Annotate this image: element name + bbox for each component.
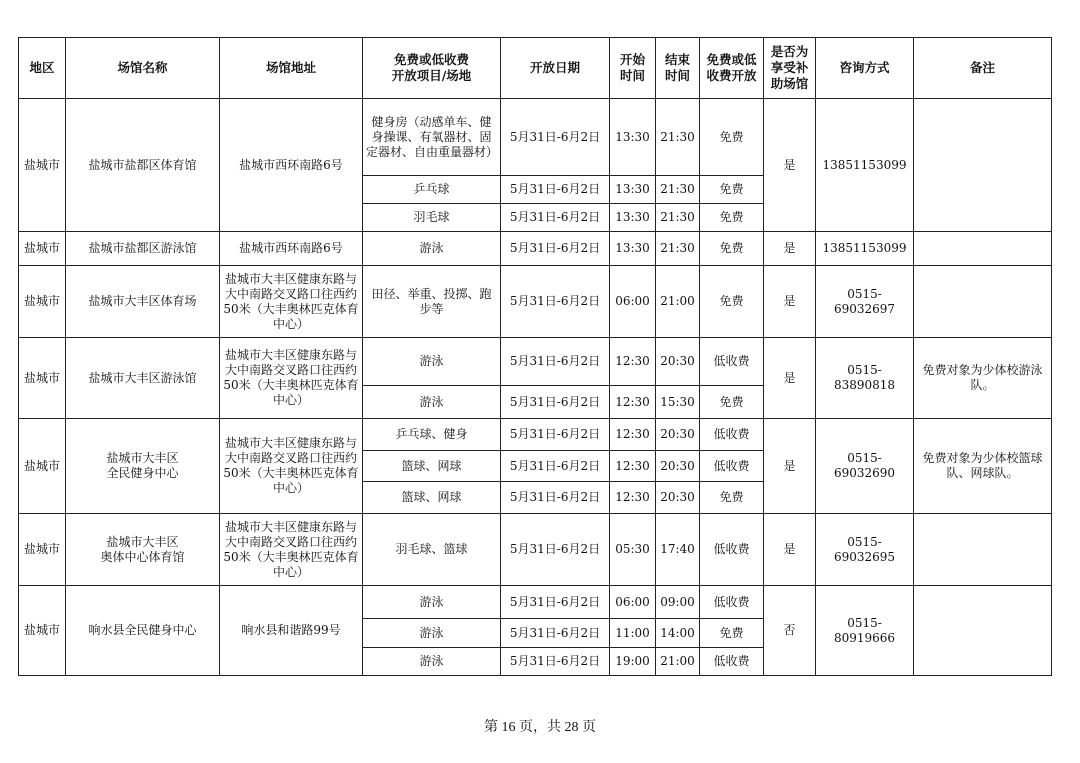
cell-start-time: 12:30 (610, 419, 656, 451)
cell-start-time: 13:30 (610, 204, 656, 232)
cell-item: 游泳 (363, 386, 501, 419)
header-venue-name: 场馆名称 (66, 38, 220, 99)
cell-date: 5月31日-6月2日 (501, 451, 610, 482)
cell-region: 盐城市 (19, 266, 66, 338)
header-subsidy-line3: 助场馆 (770, 76, 809, 91)
cell-item: 游泳 (363, 338, 501, 386)
cell-contact: 0515-80919666 (816, 586, 914, 676)
cell-contact: 0515-69032697 (816, 266, 914, 338)
header-region: 地区 (19, 38, 66, 99)
header-start-line2: 时间 (619, 68, 645, 83)
cell-start-time: 13:30 (610, 99, 656, 176)
cell-region: 盐城市 (19, 514, 66, 586)
cell-contact: 13851153099 (816, 232, 914, 266)
cell-fee: 免费 (700, 232, 764, 266)
header-start-time (610, 38, 656, 99)
cell-region: 盐城市 (19, 99, 66, 232)
header-start-line1: 开始 (619, 52, 645, 67)
cell-date: 5月31日-6月2日 (501, 648, 610, 676)
cell-item: 羽毛球、篮球 (363, 514, 501, 586)
cell-start-time: 12:30 (610, 386, 656, 419)
cell-date: 5月31日-6月2日 (501, 204, 610, 232)
cell-note (914, 232, 1052, 266)
header-subsidy-line1: 是否为 (770, 44, 809, 59)
cell-fee: 低收费 (700, 451, 764, 482)
cell-subsidy: 是 (764, 338, 816, 419)
cell-fee: 低收费 (700, 648, 764, 676)
cell-date: 5月31日-6月2日 (501, 619, 610, 648)
cell-end-time: 21:00 (656, 648, 700, 676)
header-items-line2: 开放项目/场地 (391, 68, 472, 83)
cell-venue-address: 盐城市西环南路6号 (220, 99, 363, 232)
cell-subsidy: 是 (764, 232, 816, 266)
cell-fee: 免费 (700, 99, 764, 176)
cell-start-time: 12:30 (610, 451, 656, 482)
cell-start-time: 12:30 (610, 482, 656, 514)
cell-date: 5月31日-6月2日 (501, 514, 610, 586)
cell-date: 5月31日-6月2日 (501, 586, 610, 619)
cell-venue-address: 盐城市大丰区健康东路与大中南路交叉路口往西约50米（大丰奥林匹克体育中心） (220, 338, 363, 419)
cell-region: 盐城市 (19, 338, 66, 419)
cell-item: 田径、举重、投掷、跑步等 (363, 266, 501, 338)
cell-venue-address: 盐城市大丰区健康东路与大中南路交叉路口往西约50米（大丰奥林匹克体育中心） (220, 266, 363, 338)
cell-fee: 免费 (700, 176, 764, 204)
cell-end-time: 14:00 (656, 619, 700, 648)
cell-fee: 免费 (700, 482, 764, 514)
cell-item: 羽毛球 (363, 204, 501, 232)
cell-venue-name (66, 419, 220, 514)
cell-subsidy: 是 (764, 419, 816, 514)
header-note: 备注 (914, 38, 1052, 99)
page-footer: 第 16 页，共 28 页 (484, 720, 596, 735)
cell-venue-name: 盐城市大丰区体育场 (66, 266, 220, 338)
cell-end-time: 20:30 (656, 482, 700, 514)
cell-note: 免费对象为少体校篮球队、网球队。 (914, 419, 1052, 514)
table-row (19, 586, 1052, 619)
cell-item: 健身房（动感单车、健身操课、有氧器材、固定器材、自由重量器材） (363, 99, 501, 176)
cell-end-time: 21:30 (656, 99, 700, 176)
cell-note (914, 514, 1052, 586)
header-row (19, 38, 1052, 99)
cell-region: 盐城市 (19, 232, 66, 266)
cell-date: 5月31日-6月2日 (501, 266, 610, 338)
header-fee-line2: 收费开放 (706, 68, 757, 83)
header-end-line1: 结束 (664, 52, 690, 67)
cell-date: 5月31日-6月2日 (501, 176, 610, 204)
cell-fee: 低收费 (700, 514, 764, 586)
header-fee-line1: 免费或低 (706, 52, 757, 67)
cell-venue-name (66, 514, 220, 586)
cell-end-time: 21:30 (656, 232, 700, 266)
header-contact: 咨询方式 (816, 38, 914, 99)
cell-end-time: 20:30 (656, 419, 700, 451)
table-row (19, 419, 1052, 451)
cell-fee: 低收费 (700, 338, 764, 386)
cell-fee: 免费 (700, 386, 764, 419)
cell-end-time: 21:30 (656, 204, 700, 232)
cell-item: 乒乓球 (363, 176, 501, 204)
header-items-line1: 免费或低收费 (393, 52, 469, 67)
cell-item: 游泳 (363, 648, 501, 676)
venue-name-line2: 奥体中心体育馆 (100, 549, 185, 564)
cell-end-time: 20:30 (656, 338, 700, 386)
cell-end-time: 17:40 (656, 514, 700, 586)
cell-item: 游泳 (363, 232, 501, 266)
cell-item: 乒乓球、健身 (363, 419, 501, 451)
cell-region: 盐城市 (19, 419, 66, 514)
cell-start-time: 06:00 (610, 266, 656, 338)
venue-name-line2: 全民健身中心 (106, 466, 179, 480)
cell-start-time: 11:00 (610, 619, 656, 648)
cell-note (914, 99, 1052, 232)
cell-fee: 低收费 (700, 419, 764, 451)
cell-venue-address: 盐城市大丰区健康东路与大中南路交叉路口往西约50米（大丰奥林匹克体育中心） (220, 419, 363, 514)
cell-end-time: 09:00 (656, 586, 700, 619)
cell-start-time: 12:30 (610, 338, 656, 386)
table-row (19, 338, 1052, 386)
cell-fee: 低收费 (700, 586, 764, 619)
cell-venue-name: 盐城市盐都区体育馆 (66, 99, 220, 232)
cell-end-time: 15:30 (656, 386, 700, 419)
cell-date: 5月31日-6月2日 (501, 338, 610, 386)
table-row (19, 99, 1052, 176)
cell-start-time: 05:30 (610, 514, 656, 586)
cell-note (914, 266, 1052, 338)
cell-venue-name: 盐城市大丰区游泳馆 (66, 338, 220, 419)
venue-schedule-table (18, 37, 1052, 676)
cell-subsidy: 否 (764, 586, 816, 676)
cell-start-time: 06:00 (610, 586, 656, 619)
header-subsidy (764, 38, 816, 99)
header-subsidy-line2: 享受补 (770, 60, 809, 75)
cell-date: 5月31日-6月2日 (501, 99, 610, 176)
cell-end-time: 21:30 (656, 176, 700, 204)
cell-end-time: 21:00 (656, 266, 700, 338)
cell-contact: 0515-83890818 (816, 338, 914, 419)
header-end-time (656, 38, 700, 99)
cell-note (914, 586, 1052, 676)
cell-item: 游泳 (363, 619, 501, 648)
cell-item: 篮球、网球 (363, 451, 501, 482)
cell-venue-address: 盐城市大丰区健康东路与大中南路交叉路口往西约50米（大丰奥林匹克体育中心） (220, 514, 363, 586)
cell-contact: 13851153099 (816, 99, 914, 232)
cell-contact: 0515-69032690 (816, 419, 914, 514)
cell-venue-name: 响水县全民健身中心 (66, 586, 220, 676)
header-date: 开放日期 (501, 38, 610, 99)
cell-item: 篮球、网球 (363, 482, 501, 514)
cell-subsidy: 是 (764, 514, 816, 586)
cell-fee: 免费 (700, 266, 764, 338)
cell-venue-name: 盐城市盐都区游泳馆 (66, 232, 220, 266)
cell-venue-address: 盐城市西环南路6号 (220, 232, 363, 266)
cell-item: 游泳 (363, 586, 501, 619)
cell-start-time: 13:30 (610, 176, 656, 204)
cell-subsidy: 是 (764, 266, 816, 338)
cell-subsidy: 是 (764, 99, 816, 232)
cell-date: 5月31日-6月2日 (501, 419, 610, 451)
venue-name-line1: 盐城市大丰区 (106, 534, 179, 549)
cell-note: 免费对象为少体校游泳队。 (914, 338, 1052, 419)
cell-date: 5月31日-6月2日 (501, 482, 610, 514)
cell-start-time: 19:00 (610, 648, 656, 676)
cell-contact: 0515-69032695 (816, 514, 914, 586)
header-end-line2: 时间 (664, 68, 690, 83)
cell-venue-address: 响水县和谐路99号 (220, 586, 363, 676)
cell-start-time: 13:30 (610, 232, 656, 266)
table-row (19, 514, 1052, 586)
header-venue-address: 场馆地址 (220, 38, 363, 99)
table-row (19, 232, 1052, 266)
cell-fee: 免费 (700, 204, 764, 232)
cell-date: 5月31日-6月2日 (501, 386, 610, 419)
table-row (19, 266, 1052, 338)
header-fee (700, 38, 764, 99)
cell-date: 5月31日-6月2日 (501, 232, 610, 266)
cell-end-time: 20:30 (656, 451, 700, 482)
venue-name-line1: 盐城市大丰区 (106, 451, 179, 465)
cell-region: 盐城市 (19, 586, 66, 676)
cell-fee: 免费 (700, 619, 764, 648)
header-items (363, 38, 501, 99)
